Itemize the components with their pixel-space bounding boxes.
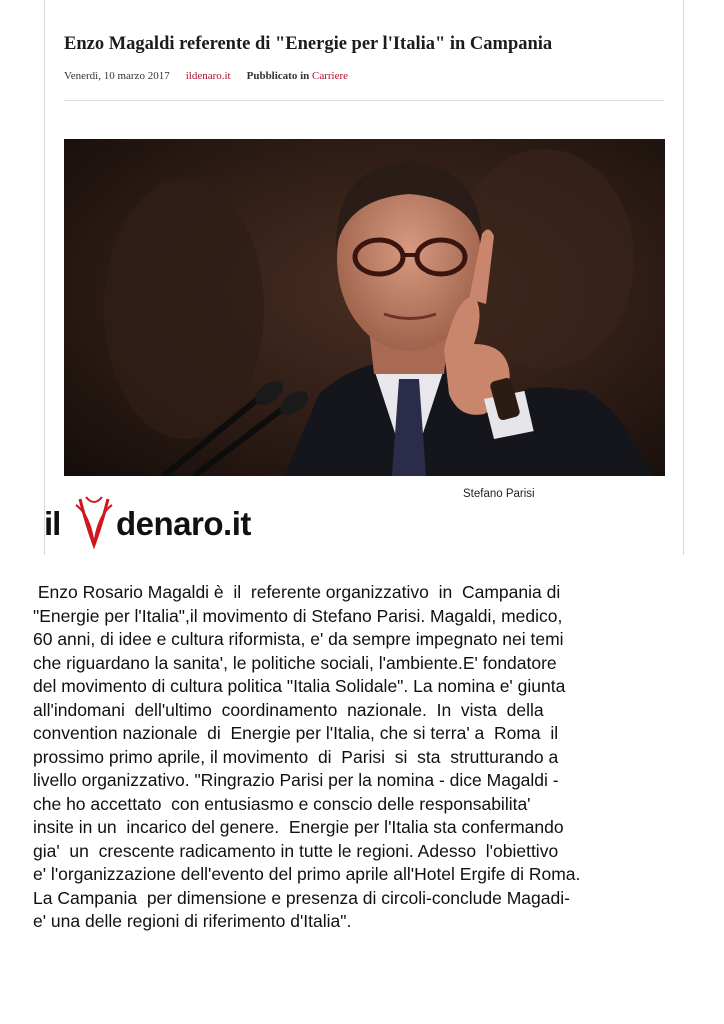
article-photo bbox=[64, 139, 665, 476]
body-line: 60 anni, di idee e cultura riformista, e' da sempre impegnato nei temi bbox=[33, 629, 564, 649]
header-divider bbox=[64, 100, 664, 101]
body-line: prossimo primo aprile, il movimento di Parisi si sta strutturando a bbox=[33, 746, 559, 767]
body-line: insite in un incarico del genere. Energie per l'Italia sta confermando bbox=[33, 817, 564, 837]
article-title: Enzo Magaldi referente di "Energie per l'Italia" in Campania bbox=[64, 34, 553, 54]
body-line: e' una delle regioni di riferimento d'Italia". bbox=[33, 911, 352, 931]
article-date: Venerdì, 10 marzo 2017 bbox=[64, 70, 170, 82]
source-link[interactable]: ildenaro.it bbox=[185, 70, 231, 82]
body-line: "Energie per l'Italia",il movimento di Stefano Parisi. Magaldi, medico, bbox=[33, 605, 563, 626]
logo-mark-icon bbox=[72, 495, 116, 551]
body-line: La Campania per dimensione e presenza di circoli-conclude Magadi- bbox=[33, 887, 570, 908]
category-link[interactable]: Carriere bbox=[312, 70, 349, 82]
published-label: Pubblicato in bbox=[246, 70, 310, 82]
article-meta bbox=[64, 70, 348, 82]
ildenaro-logo bbox=[44, 493, 274, 553]
body-line: che riguardano la sanita', le politiche sociali, l'ambiente.E' fondatore bbox=[33, 652, 557, 673]
article-body bbox=[33, 581, 703, 934]
body-line: e' l'organizzazione dell'evento del primo aprile all'Hotel Ergife di Roma. bbox=[33, 864, 581, 884]
logo-prefix: il bbox=[44, 505, 61, 542]
body-line: che ho accettato con entusiasmo e conscio delle responsabilita' bbox=[33, 793, 531, 814]
logo-name: denaro.it bbox=[116, 505, 251, 542]
body-line: all'indomani dell'ultimo coordinamento nazionale. In vista della bbox=[33, 699, 544, 720]
photo-caption: Stefano Parisi bbox=[463, 488, 535, 500]
body-line: gia' un crescente radicamento in tutte le regioni. Adesso l'obiettivo bbox=[33, 840, 559, 861]
body-line: del movimento di cultura politica "Italia Solidale". La nomina e' giunta bbox=[33, 676, 566, 696]
body-line: Enzo Rosario Magaldi è il referente organizzativo in Campania di bbox=[33, 582, 561, 602]
body-line: livello organizzativo. "Ringrazio Parisi per la nomina - dice Magaldi - bbox=[33, 770, 559, 790]
body-line: convention nazionale di Energie per l'Italia, che si terra' a Roma il bbox=[33, 723, 559, 743]
